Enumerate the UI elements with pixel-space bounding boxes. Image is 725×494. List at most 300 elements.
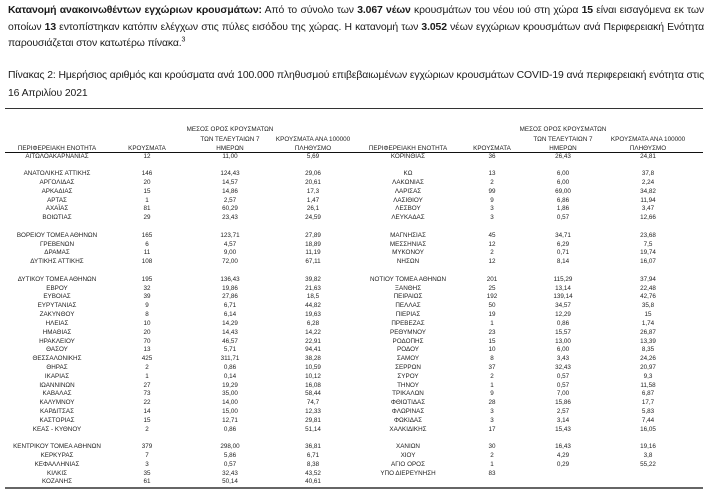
- cell-per-100k: 16,07: [640, 258, 656, 266]
- cell-region-name: ΣΑΜΟΥ: [396, 355, 420, 363]
- cell-cases: 2: [145, 363, 149, 371]
- cell-cases: 15: [143, 416, 151, 424]
- cell-cases: 10: [488, 346, 496, 354]
- cell-per-100k: 6,71: [306, 452, 320, 460]
- cell-cases: 165: [141, 231, 153, 239]
- header-rule: [5, 152, 703, 153]
- cell-cases: 2: [490, 249, 494, 257]
- cell-mean-7-days: 7,00: [556, 390, 570, 398]
- header-cases-left: ΚΡΟΥΣΜΑΤΑ: [128, 145, 166, 152]
- cell-cases: 12: [488, 258, 496, 266]
- cell-cases: 1: [145, 372, 149, 380]
- cell-per-100k: 6,87: [641, 390, 655, 398]
- cell-region-name: ΛΕΥΚΑΔΑΣ: [391, 214, 425, 222]
- cell-region-name: ΚΕΦΑΛΛΗΝΙΑΣ: [34, 460, 80, 468]
- cell-cases: 83: [488, 469, 496, 477]
- cell-cases: 50: [488, 302, 496, 310]
- cell-cases: 3: [490, 407, 494, 415]
- cell-cases: 2: [490, 372, 494, 380]
- cell-mean-7-days: 14,29: [222, 319, 238, 327]
- cell-per-100k: 26,87: [640, 328, 656, 336]
- cell-cases: 28: [488, 399, 496, 407]
- cell-cases: 1: [145, 196, 149, 204]
- intro-bold-text: 13: [44, 21, 56, 33]
- cell-mean-7-days: 12,29: [555, 311, 571, 319]
- cell-cases: 12: [488, 240, 496, 248]
- cell-mean-7-days: 19,86: [222, 284, 238, 292]
- intro-text: είναι εισαγόμενα εκ των οποίων: [8, 5, 705, 33]
- cell-cases: 27: [143, 381, 151, 389]
- cell-mean-7-days: 6,71: [223, 302, 237, 310]
- cell-per-100k: 22,91: [305, 337, 321, 345]
- cell-region-name: ΚΕΑΣ - ΚΥΘΝΟΥ: [32, 425, 82, 433]
- cell-cases: 23: [488, 328, 496, 336]
- cell-region-name: ΜΥΚΟΝΟΥ: [392, 249, 424, 257]
- cell-cases: 30: [488, 443, 496, 451]
- cell-per-100k: 36,81: [305, 443, 321, 451]
- cell-region-name: ΕΥΡΥΤΑΝΙΑΣ: [37, 302, 77, 310]
- cell-region-name: ΦΘΙΩΤΙΔΑΣ: [390, 399, 426, 407]
- cell-region-name: ΦΩΚΙΔΑΣ: [394, 416, 422, 424]
- cell-region-name: ΠΡΕΒΕΖΑΣ: [391, 319, 425, 327]
- cell-mean-7-days: 5,86: [223, 452, 237, 460]
- cell-cases: 35: [143, 469, 151, 477]
- cell-mean-7-days: 15,57: [555, 328, 571, 336]
- cell-per-100k: 16,08: [305, 381, 321, 389]
- header-cases-right: ΚΡΟΥΣΜΑΤΑ: [473, 145, 511, 152]
- cell-region-name: ΔΡΑΜΑΣ: [44, 249, 70, 257]
- cell-per-100k: 42,76: [640, 293, 656, 301]
- cell-cases: 1: [490, 381, 494, 389]
- cell-region-name: ΚΩ: [403, 170, 413, 178]
- cell-region-name: ΖΑΚΥΝΘΟΥ: [39, 311, 75, 319]
- cell-mean-7-days: 19,29: [222, 381, 238, 389]
- cell-mean-7-days: 0,14: [223, 372, 237, 380]
- cell-cases: 8: [490, 355, 494, 363]
- cell-region-name: ΤΡΙΚΑΛΩΝ: [392, 390, 424, 398]
- cell-mean-7-days: 0,71: [556, 249, 570, 257]
- cell-per-100k: 39,82: [305, 275, 321, 283]
- cell-cases: 20: [143, 178, 151, 186]
- cell-mean-7-days: 14,86: [222, 187, 238, 195]
- cell-per-100k: 6,28: [306, 319, 320, 327]
- header-per100k-line2: ΠΛΗΘΥΣΜΟ: [629, 145, 667, 152]
- cell-region-name: ΑΡΚΑΔΙΑΣ: [41, 187, 73, 195]
- cell-mean-7-days: 27,86: [222, 293, 238, 301]
- cell-mean-7-days: 14,43: [222, 328, 238, 336]
- cell-mean-7-days: 3,43: [556, 355, 570, 363]
- cell-per-100k: 16,05: [640, 425, 656, 433]
- cell-region-name: ΧΙΟΥ: [400, 452, 416, 460]
- cell-mean-7-days: 6,00: [556, 346, 570, 354]
- cell-per-100k: 7,44: [641, 416, 655, 424]
- cell-per-100k: 5,83: [641, 407, 655, 415]
- cell-per-100k: 24,59: [305, 214, 321, 222]
- cell-per-100k: 9,3: [643, 372, 653, 380]
- cell-mean-7-days: 15,00: [222, 407, 238, 415]
- cell-cases: 3: [490, 205, 494, 213]
- cell-mean-7-days: 139,14: [553, 293, 573, 301]
- cell-mean-7-days: 2,57: [223, 196, 237, 204]
- cell-per-100k: 10,12: [305, 372, 321, 380]
- cell-region-name: ΚΑΛΥΜΝΟΥ: [39, 399, 75, 407]
- cell-region-name: ΚΑΡΔΙΤΣΑΣ: [40, 407, 74, 415]
- cell-mean-7-days: 13,14: [555, 284, 571, 292]
- cell-mean-7-days: 136,43: [220, 275, 240, 283]
- cell-per-100k: 1,74: [641, 319, 655, 327]
- cell-mean-7-days: 32,43: [555, 363, 571, 371]
- cell-per-100k: 19,63: [305, 311, 321, 319]
- header-mean-right: [520, 125, 607, 154]
- cell-region-name: ΝΗΣΩΝ: [396, 258, 420, 266]
- cell-region-name: ΙΚΑΡΙΑΣ: [44, 372, 70, 380]
- cell-region-name: ΗΡΑΚΛΕΙΟΥ: [39, 337, 75, 345]
- cell-cases: 15: [488, 337, 496, 345]
- intro-text: κρουσμάτων του νέου ιού στη χώρα: [410, 5, 582, 16]
- cell-per-100k: 35,8: [641, 302, 655, 310]
- cell-region-name: ΜΕΣΣΗΝΙΑΣ: [389, 240, 427, 248]
- cell-cases: 20: [143, 328, 151, 336]
- cell-mean-7-days: 124,43: [220, 170, 240, 178]
- cell-cases: 2: [490, 178, 494, 186]
- cell-cases: 99: [488, 187, 496, 195]
- cell-region-name: ΚΙΛΚΙΣ: [47, 469, 67, 477]
- cell-region-name: ΤΗΝΟΥ: [397, 381, 419, 389]
- cell-region-name: ΦΛΩΡΙΝΑΣ: [391, 407, 425, 415]
- cell-cases: 29: [143, 214, 151, 222]
- cell-mean-7-days: 0,86: [556, 319, 570, 327]
- cell-cases: 17: [488, 425, 496, 433]
- cell-region-name: ΡΟΔΟΥ: [397, 346, 419, 354]
- cell-region-name: ΛΑΡΙΣΑΣ: [394, 187, 422, 195]
- cell-cases: 7: [145, 452, 149, 460]
- cell-region-name: ΒΟΙΩΤΙΑΣ: [42, 214, 72, 222]
- cell-mean-7-days: 34,71: [555, 231, 571, 239]
- cell-mean-7-days: 298,00: [220, 443, 240, 451]
- cell-per-100k: 37,94: [640, 275, 656, 283]
- cell-cases: 3: [490, 214, 494, 222]
- cell-mean-7-days: 4,29: [556, 452, 570, 460]
- cell-mean-7-days: 0,57: [556, 372, 570, 380]
- cell-per-100k: 2,24: [641, 178, 655, 186]
- cell-cases: 81: [143, 205, 151, 213]
- cell-per-100k: 19,16: [640, 443, 656, 451]
- cell-per-100k: 23,68: [640, 231, 656, 239]
- cell-per-100k: 24,81: [640, 152, 656, 160]
- cell-region-name: ΜΑΓΝΗΣΙΑΣ: [390, 231, 426, 239]
- cell-per-100k: 3,47: [641, 205, 655, 213]
- header-mean-line3: ΗΜΕΡΩΝ: [549, 145, 577, 152]
- cell-mean-7-days: 9,00: [223, 249, 237, 257]
- table-top-rule: [5, 108, 703, 109]
- cell-region-name: ΗΛΕΙΑΣ: [45, 319, 69, 327]
- cell-cases: 14: [143, 407, 151, 415]
- cell-mean-7-days: 0,57: [223, 460, 237, 468]
- cell-per-100k: 26,1: [306, 205, 320, 213]
- cell-mean-7-days: 0,57: [556, 214, 570, 222]
- cell-per-100k: 22,48: [640, 284, 656, 292]
- cell-cases: 3: [490, 416, 494, 424]
- cell-region-name: ΓΡΕΒΕΝΩΝ: [39, 240, 75, 248]
- header-per100k-line1: ΚΡΟΥΣΜΑΤΑ ΑΝΑ 100000: [610, 135, 686, 143]
- cell-mean-7-days: 35,00: [222, 390, 238, 398]
- header-mean-line1: ΜΕΣΟΣ ΟΡΟΣ ΚΡΟΥΣΜΑΤΩΝ: [186, 126, 274, 133]
- cell-cases: 6: [145, 240, 149, 248]
- intro-bold-text: 15: [581, 5, 593, 16]
- cell-region-name: ΡΕΘΥΜΝΟΥ: [390, 328, 426, 336]
- cell-per-100k: 20,97: [640, 363, 656, 371]
- cell-region-name: ΧΑΝΙΩΝ: [396, 443, 420, 451]
- cell-per-100k: 10,59: [305, 363, 321, 371]
- cell-per-100k: 51,14: [305, 425, 321, 433]
- cell-mean-7-days: 0,29: [556, 460, 570, 468]
- cell-cases: 13: [143, 346, 151, 354]
- cell-mean-7-days: 34,57: [555, 302, 571, 310]
- cell-per-100k: 15: [644, 311, 652, 319]
- cell-cases: 13: [488, 170, 496, 178]
- cell-mean-7-days: 6,86: [556, 196, 570, 204]
- header-region-right: ΠΕΡΙΦΕΡΕΙΑΚΗ ΕΝΟΤΗΤΑ: [368, 145, 448, 152]
- cell-region-name: ΣΥΡΟΥ: [397, 372, 419, 380]
- cell-region-name: ΚΕΡΚΥΡΑΣ: [40, 452, 74, 460]
- cell-mean-7-days: 0,86: [223, 363, 237, 371]
- cell-mean-7-days: 3,14: [556, 416, 570, 424]
- cell-cases: 22: [143, 399, 151, 407]
- cell-mean-7-days: 72,00: [222, 258, 238, 266]
- cell-mean-7-days: 46,57: [222, 337, 238, 345]
- cell-cases: 146: [141, 170, 153, 178]
- cell-mean-7-days: 11,00: [222, 152, 238, 160]
- cell-cases: 15: [143, 187, 151, 195]
- cell-region-name: ΡΟΔΟΠΗΣ: [392, 337, 424, 345]
- header-per100k-left: [276, 135, 350, 154]
- cell-cases: 10: [143, 319, 151, 327]
- intro-bold-text: 3.052: [421, 21, 447, 33]
- cell-region-name: ΝΟΤΙΟΥ ΤΟΜΕΑ ΑΘΗΝΩΝ: [369, 275, 447, 283]
- cell-per-100k: 44,82: [305, 302, 321, 310]
- header-mean-line3: ΗΜΕΡΩΝ: [216, 145, 244, 152]
- cell-per-100k: 17,3: [306, 187, 320, 195]
- cell-cases: 9: [490, 390, 494, 398]
- cell-cases: 19: [488, 311, 496, 319]
- cell-region-name: ΔΥΤΙΚΟΥ ΤΟΜΕΑ ΑΘΗΝΩΝ: [17, 275, 97, 283]
- cell-mean-7-days: 6,29: [556, 240, 570, 248]
- cell-region-name: ΑΧΑΪΑΣ: [45, 205, 69, 213]
- cell-mean-7-days: 16,43: [555, 443, 571, 451]
- cell-cases: 25: [488, 284, 496, 292]
- cell-cases: 37: [488, 363, 496, 371]
- cell-per-100k: 12,66: [640, 214, 656, 222]
- table-bottom-rule: [5, 487, 703, 489]
- cell-mean-7-days: 26,43: [555, 152, 571, 160]
- footnote-marker: 3: [181, 36, 186, 44]
- cell-region-name: ΚΟΡΙΝΘΙΑΣ: [390, 152, 426, 160]
- header-per100k-line1: ΚΡΟΥΣΜΑΤΑ ΑΝΑ 100000: [275, 135, 351, 143]
- cell-region-name: ΘΗΡΑΣ: [46, 363, 68, 371]
- cell-per-100k: 11,58: [640, 381, 656, 389]
- cell-cases: 9: [490, 196, 494, 204]
- cell-region-name: ΙΩΑΝΝΙΝΩΝ: [39, 381, 75, 389]
- cell-mean-7-days: 115,29: [553, 275, 573, 283]
- cell-cases: 108: [141, 258, 153, 266]
- cell-per-100k: 40,61: [305, 478, 321, 486]
- cell-region-name: ΧΑΛΚΙΔΙΚΗΣ: [389, 425, 427, 433]
- header-per100k-right: [611, 135, 685, 154]
- cell-mean-7-days: 1,86: [556, 205, 570, 213]
- cell-cases: 11: [143, 249, 151, 257]
- cell-mean-7-days: 14,00: [222, 399, 238, 407]
- cell-cases: 3: [145, 460, 149, 468]
- cell-per-100k: 18,5: [306, 293, 320, 301]
- header-mean-left: [187, 125, 274, 154]
- cell-per-100k: 37,8: [641, 170, 655, 178]
- cell-region-name: ΥΠΟ ΔΙΕΡΕΥΝΗΣΗ: [380, 469, 436, 477]
- cell-cases: 61: [143, 478, 151, 486]
- cell-cases: 379: [141, 443, 153, 451]
- cell-per-100k: 29,81: [305, 416, 321, 424]
- cell-cases: 32: [143, 284, 151, 292]
- cell-per-100k: 3,8: [643, 452, 653, 460]
- cell-mean-7-days: 32,43: [222, 469, 238, 477]
- cell-region-name: ΔΥΤΙΚΗΣ ΑΤΤΙΚΗΣ: [30, 258, 84, 266]
- cell-mean-7-days: 15,86: [555, 399, 571, 407]
- cell-per-100k: 5,69: [306, 152, 320, 160]
- cell-mean-7-days: 123,71: [220, 231, 240, 239]
- cell-per-100k: 43,52: [305, 469, 321, 477]
- cell-mean-7-days: 12,71: [222, 416, 238, 424]
- cell-cases: 1: [490, 319, 494, 327]
- cell-cases: 425: [141, 355, 153, 363]
- cell-region-name: ΠΕΛΛΑΣ: [395, 302, 421, 310]
- cell-mean-7-days: 5,71: [223, 346, 237, 354]
- intro-text: εντοπίστηκαν κατόπιν ελέγχων στις πύλες εισόδου της χώρας. Η κατανομή των: [56, 21, 422, 33]
- intro-text: νέων εγχώριων κρουσμάτων ανά Περιφερειακή Ενότητα παρουσιάζεται στον κατωτέρω πίνακα.: [8, 21, 704, 50]
- cell-mean-7-days: 23,43: [222, 214, 238, 222]
- cell-region-name: ΚΕΝΤΡΙΚΟΥ ΤΟΜΕΑ ΑΘΗΝΩΝ: [13, 443, 101, 451]
- cell-per-100k: 12,33: [305, 407, 321, 415]
- cell-region-name: ΠΙΕΡΙΑΣ: [395, 311, 421, 319]
- cell-region-name: ΛΑΣΙΘΙΟΥ: [393, 196, 423, 204]
- cell-cases: 73: [143, 390, 151, 398]
- intro-bold-text: Κατανομή ανακοινωθέντων εγχώριων κρουσμάτων:: [8, 5, 262, 16]
- cell-per-100k: 17,7: [641, 399, 655, 407]
- cell-mean-7-days: 14,57: [222, 178, 238, 186]
- cell-per-100k: 8,38: [306, 460, 320, 468]
- cell-region-name: ΑΙΤΩΛΟΑΚΑΡΝΑΝΙΑΣ: [25, 152, 89, 160]
- cell-per-100k: 18,89: [305, 240, 321, 248]
- cell-region-name: ΘΑΣΟΥ: [46, 346, 68, 354]
- cell-per-100k: 24,26: [640, 355, 656, 363]
- header-mean-line2: ΤΩΝ ΤΕΛΕΥΤΑΙΩΝ 7: [533, 135, 593, 143]
- cell-mean-7-days: 13,00: [555, 337, 571, 345]
- cell-per-100k: 1,47: [306, 196, 320, 204]
- cell-cases: 201: [486, 275, 498, 283]
- cell-region-name: ΑΝΑΤΟΛΙΚΗΣ ΑΤΤΙΚΗΣ: [23, 170, 91, 178]
- cell-cases: 70: [143, 337, 151, 345]
- cell-mean-7-days: 6,14: [223, 311, 237, 319]
- cell-region-name: ΘΕΣΣΑΛΟΝΙΚΗΣ: [32, 355, 82, 363]
- cell-cases: 45: [488, 231, 496, 239]
- cell-region-name: ΠΕΙΡΑΙΩΣ: [393, 293, 423, 301]
- cell-region-name: ΗΜΑΘΙΑΣ: [42, 328, 72, 336]
- cell-region-name: ΚΑΣΤΟΡΙΑΣ: [39, 416, 75, 424]
- cell-per-100k: 11,94: [640, 196, 656, 204]
- cell-mean-7-days: 8,14: [556, 258, 570, 266]
- cell-mean-7-days: 50,14: [222, 478, 238, 486]
- cell-per-100k: 19,74: [640, 249, 656, 257]
- cell-region-name: ΕΥΒΟΙΑΣ: [43, 293, 71, 301]
- cell-cases: 1: [490, 460, 494, 468]
- cell-per-100k: 67,11: [305, 258, 321, 266]
- cell-cases: 36: [488, 152, 496, 160]
- cell-cases: 39: [143, 293, 151, 301]
- cell-mean-7-days: 0,57: [556, 381, 570, 389]
- cell-per-100k: 11,19: [305, 249, 321, 257]
- cell-per-100k: 29,06: [305, 170, 321, 178]
- cell-region-name: ΒΟΡΕΙΟΥ ΤΟΜΕΑ ΑΘΗΝΩΝ: [16, 231, 98, 239]
- cell-cases: 195: [141, 275, 153, 283]
- cell-mean-7-days: 4,57: [223, 240, 237, 248]
- header-mean-line1: ΜΕΣΟΣ ΟΡΟΣ ΚΡΟΥΣΜΑΤΩΝ: [519, 126, 607, 133]
- cell-cases: 2: [490, 452, 494, 460]
- cell-cases: 12: [143, 152, 151, 160]
- cell-mean-7-days: 0,86: [223, 425, 237, 433]
- cell-per-100k: 14,22: [305, 328, 321, 336]
- cell-region-name: ΛΑΚΩΝΙΑΣ: [392, 178, 424, 186]
- cell-mean-7-days: 2,57: [556, 407, 570, 415]
- cell-mean-7-days: 6,00: [556, 178, 570, 186]
- cell-per-100k: 38,28: [305, 355, 321, 363]
- intro-bold-text: 3.067 νέων: [357, 5, 411, 16]
- cell-mean-7-days: 15,43: [555, 425, 571, 433]
- cell-cases: 2: [145, 425, 149, 433]
- cell-region-name: ΚΑΒΑΛΑΣ: [42, 390, 72, 398]
- intro-text: Από το σύνολο των: [261, 5, 358, 16]
- cell-per-100k: 94,41: [305, 346, 321, 354]
- cell-per-100k: 21,63: [305, 284, 321, 292]
- cell-cases: 192: [486, 293, 498, 301]
- header-mean-line2: ΤΩΝ ΤΕΛΕΥΤΑΙΩΝ 7: [200, 135, 260, 143]
- cell-region-name: ΑΡΓΟΛΙΔΑΣ: [39, 178, 75, 186]
- cell-region-name: ΚΟΖΑΝΗΣ: [42, 478, 72, 486]
- cell-mean-7-days: 69,00: [555, 187, 571, 195]
- cell-region-name: ΑΓΙΟ ΟΡΟΣ: [391, 460, 425, 468]
- cell-per-100k: 7,5: [643, 240, 653, 248]
- cell-per-100k: 13,39: [640, 337, 656, 345]
- header-per100k-line2: ΠΛΗΘΥΣΜΟ: [294, 145, 332, 152]
- cell-region-name: ΣΕΡΡΩΝ: [395, 363, 421, 371]
- cell-per-100k: 20,61: [305, 178, 321, 186]
- cell-region-name: ΕΒΡΟΥ: [46, 284, 68, 292]
- intro-paragraph: [8, 3, 704, 53]
- cell-cases: 9: [145, 302, 149, 310]
- cell-per-100k: 34,82: [640, 187, 656, 195]
- cell-per-100k: 27,89: [305, 231, 321, 239]
- header-region-left: ΠΕΡΙΦΕΡΕΙΑΚΗ ΕΝΟΤΗΤΑ: [17, 145, 97, 152]
- cell-mean-7-days: 60,29: [222, 205, 238, 213]
- cell-per-100k: 58,44: [305, 390, 321, 398]
- cell-per-100k: 55,22: [640, 460, 656, 468]
- table-caption: Πίνακας 2: Ημερήσιος αριθμός και κρούσματα ανά 100.000 πληθυσμού επιβεβαιωμένων εγχώριων κρουσμάτων COVID-19 ανά περιφερειακή ενότητα στις 16 Απριλίου 2021: [8, 70, 704, 99]
- cell-mean-7-days: 6,00: [556, 170, 570, 178]
- cell-region-name: ΞΑΝΘΗΣ: [394, 284, 422, 292]
- cell-region-name: ΑΡΤΑΣ: [47, 196, 67, 204]
- cell-per-100k: 8,35: [641, 346, 655, 354]
- cell-per-100k: 74,7: [306, 399, 320, 407]
- cell-cases: 8: [145, 311, 149, 319]
- cell-mean-7-days: 311,71: [220, 355, 240, 363]
- cell-region-name: ΛΕΣΒΟΥ: [395, 205, 421, 213]
